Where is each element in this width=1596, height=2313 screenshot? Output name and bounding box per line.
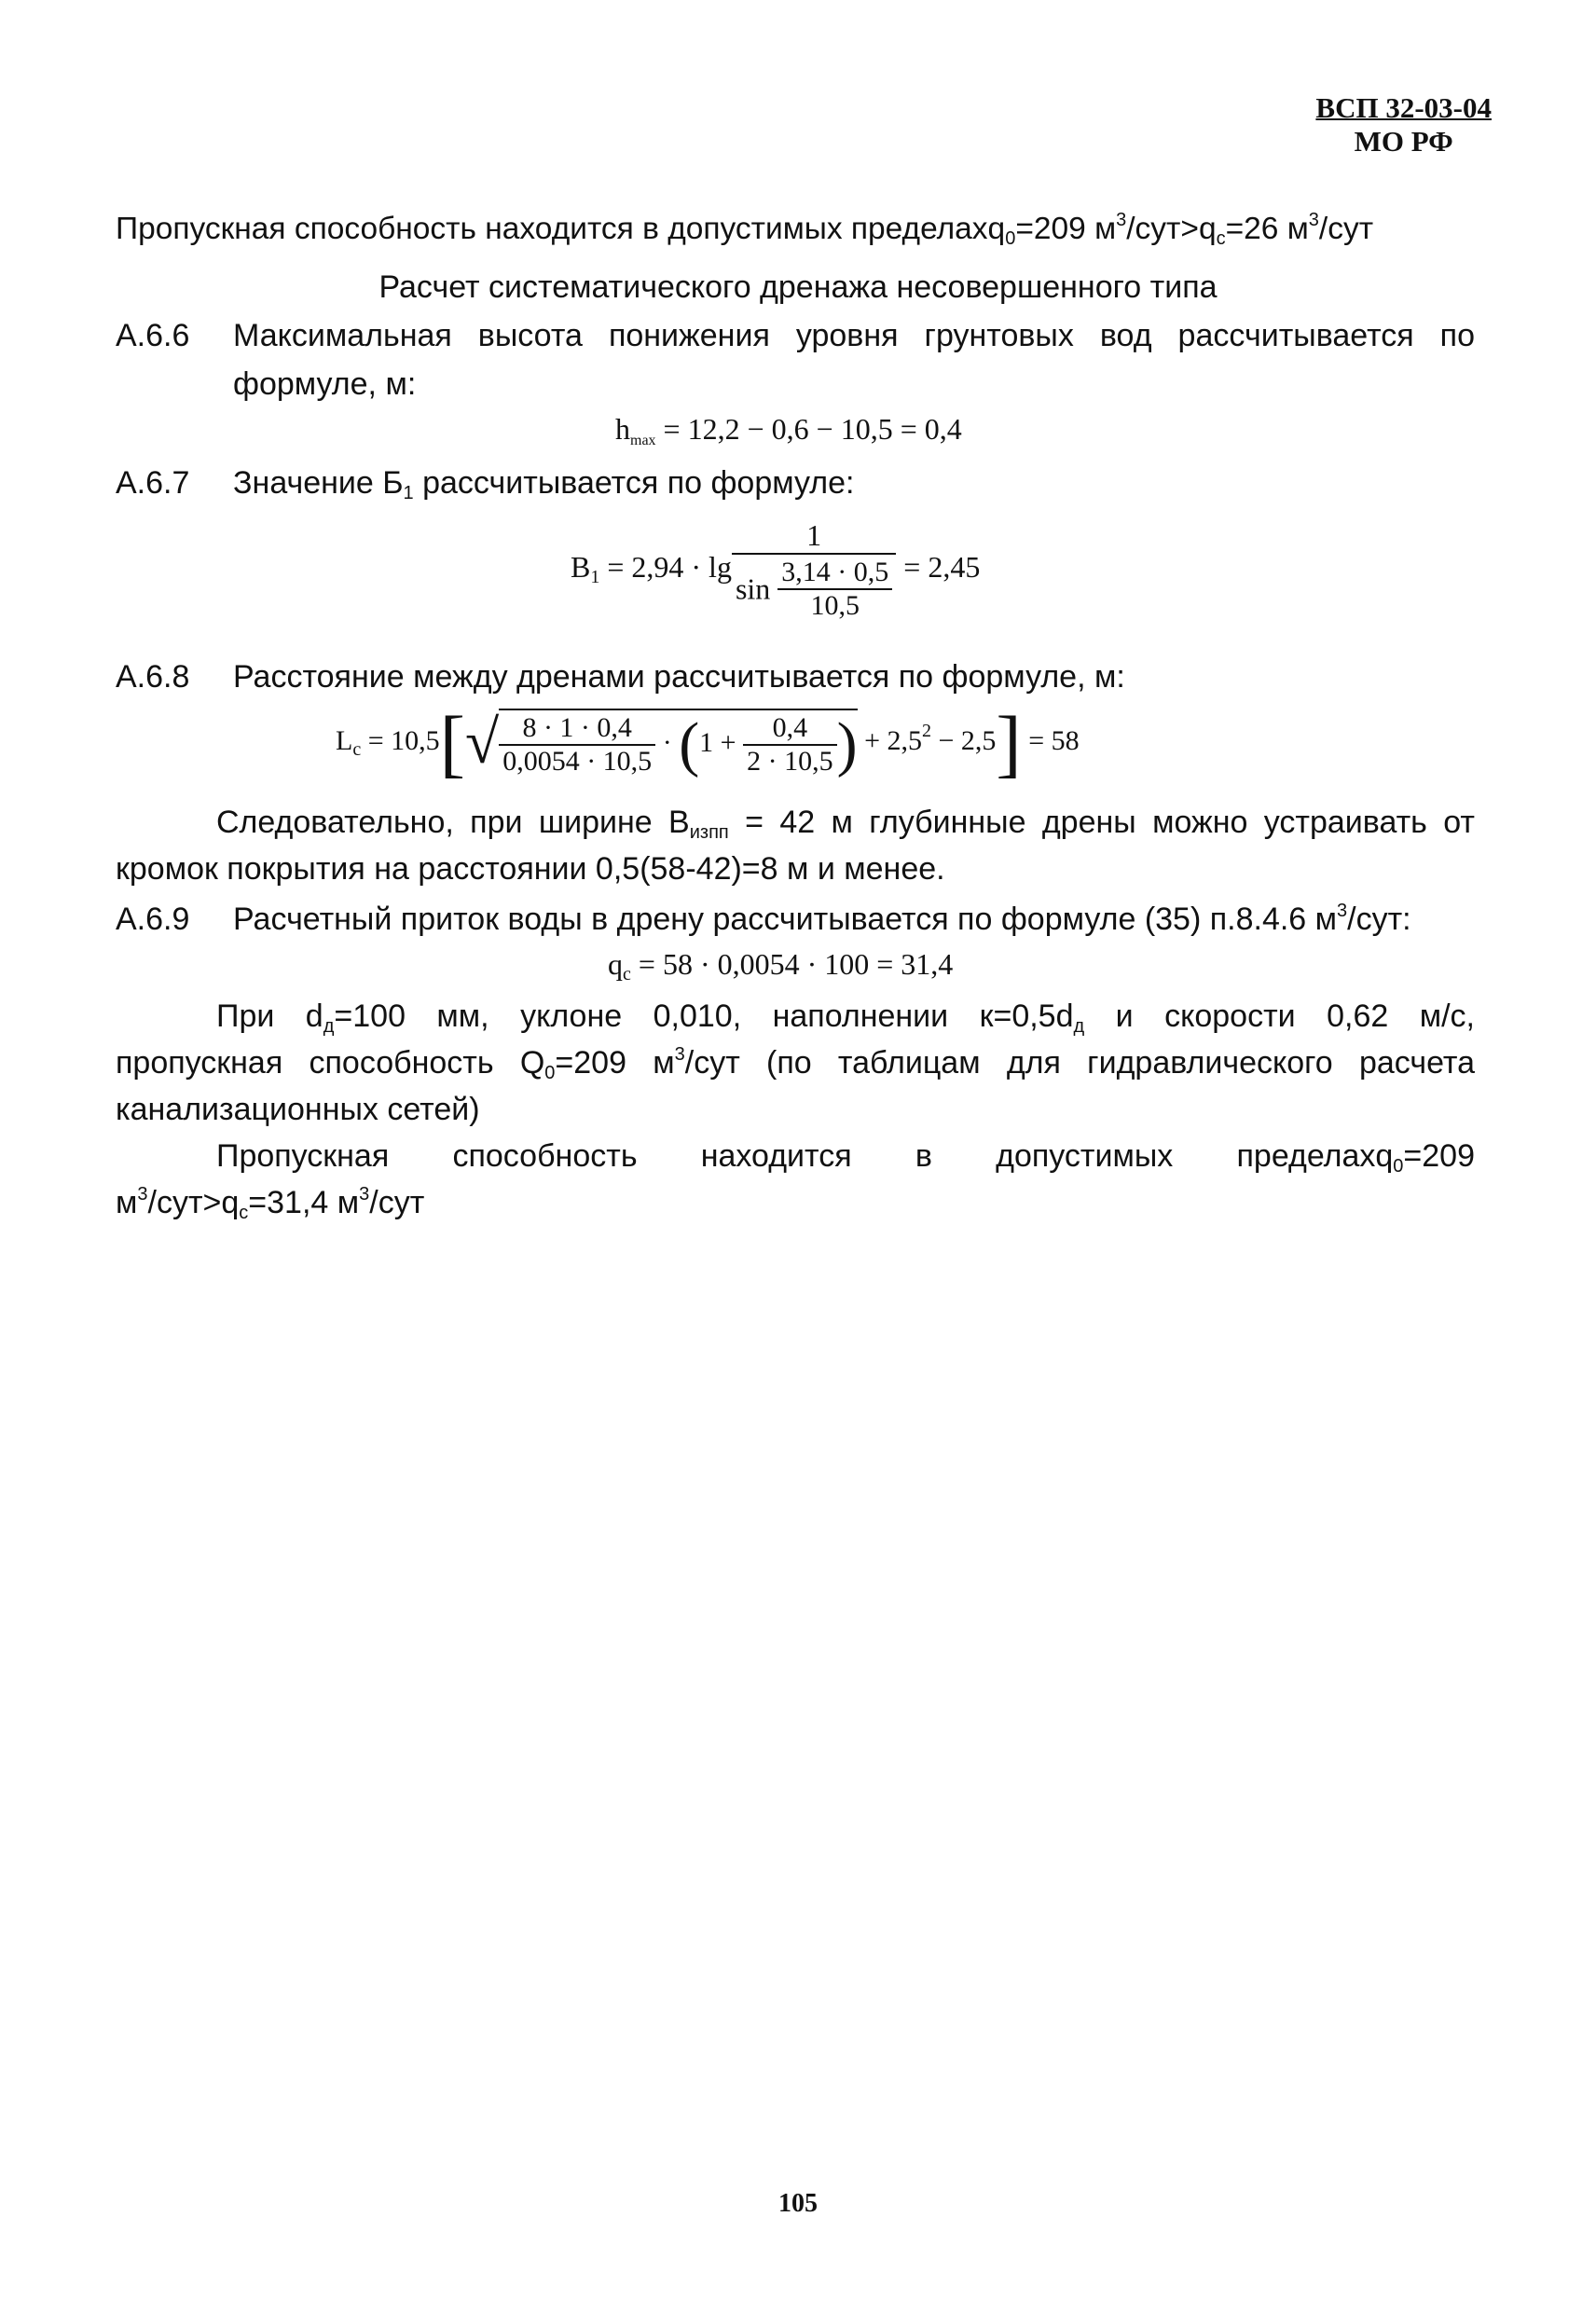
item-number: А.6.8 — [116, 659, 190, 695]
intro-line: Пропускная способность находится в допустимых пределахq$_0$=209 $м^3/сут>q_c=26$ $м^3$/сут — [116, 210, 1374, 249]
conclusion-text: Следовательно, при ширине $В_{изпп} = 42$ м глубинные дрены можно устраивать от — [216, 805, 1475, 843]
section-title: Расчет систематического дренажа несовершенного типа — [378, 269, 1218, 305]
document-code: ВСП 32-03-04 — [1315, 91, 1492, 124]
paragraph-text: пропускная способность $Q_0=209$ $м^3$/сут (по таблицам для гидравлического расчета — [116, 1044, 1475, 1083]
paragraph-text: Расстояние между дренами рассчитывается по формуле, м: — [233, 659, 1125, 695]
item-number: А.6.9 — [116, 902, 190, 937]
formula-b1: $B_1 = 2,94 \cdot \lg$ 1 sin $\frac{3,14 \cdot 0,5}{10,5}$ = 2,45 — [571, 518, 981, 621]
formula-hmax: $h_{max} = 12,2 - 0,6 - 10,5 = 0,4$ — [615, 412, 962, 448]
item-number: А.6.7 — [116, 465, 190, 501]
paragraph-text: $м^3/сут>q_c=31,4$ $м^3$/сут — [116, 1184, 425, 1223]
paragraph-text: формуле, м: — [233, 366, 417, 402]
paragraph-text: Расчетный приток воды в дрену рассчитывается по формуле (35) п.8.4.6 $м^3$/сут: — [233, 901, 1411, 937]
fraction: 1 sin $\frac{3,14 \cdot 0,5}{10,5}$ — [732, 518, 896, 622]
document-org: МО РФ — [1354, 125, 1453, 158]
paragraph-text: Значение $Б_1$ рассчитывается по формуле: — [233, 465, 855, 503]
paragraph-text: Пропускная способность находится в допустимых пределахq$_0$=209 — [216, 1138, 1475, 1177]
conclusion-text: кромок покрытия на расстоянии 0,5(58-42)=8 м и менее. — [116, 851, 945, 887]
paragraph-text: канализационных сетей) — [116, 1092, 480, 1127]
page-number: 105 — [778, 2189, 818, 2218]
intro-text: Пропускная способность находится в допустимых пределахq — [116, 212, 1006, 246]
paragraph-text: При $d_д=100$ мм, уклоне 0,010, наполнении $к=0,5d_д$ и скорости 0,62 м/с, — [216, 998, 1475, 1037]
document-header — [1315, 91, 1492, 158]
paragraph-text: Максимальная высота понижения уровня грунтовых вод рассчитывается по — [233, 318, 1475, 353]
item-number: А.6.6 — [116, 318, 190, 353]
formula-qc: $q_c = 58 \cdot 0,0054 \cdot 100 = 31,4$ — [608, 947, 954, 984]
formula-lc: $L_c = 10,5[√$ $\frac{8 \cdot 1 \cdot 0,4}{0,0054 \cdot 10,5}$ · (1 + $\frac{0,4}{2 \cdot 10,5}$ ) + $2,5^2 - 2,5] = 58$ — [336, 700, 1080, 785]
